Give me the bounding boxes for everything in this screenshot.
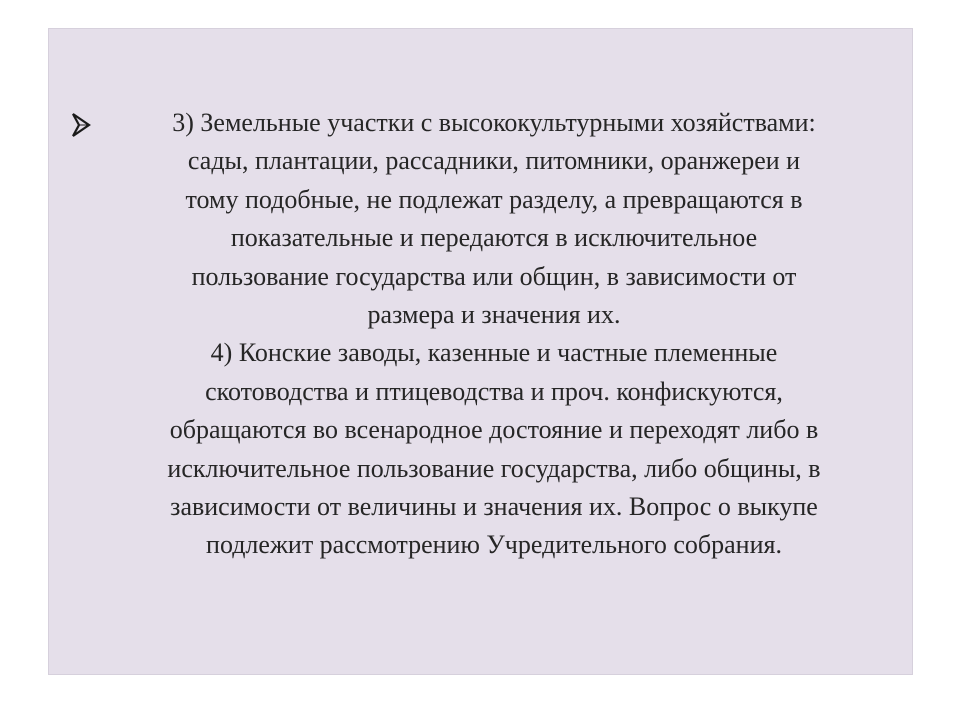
text-line: скотоводства и птицеводства и проч. конфискуются, bbox=[205, 376, 783, 406]
text-line: подлежит рассмотрению Учредительного собрания. bbox=[206, 530, 782, 560]
text-line: обращаются во всенародное достояние и переходят либо в bbox=[169, 415, 819, 445]
text-line: 4) Конские заводы, казенные и частные племенные bbox=[210, 338, 778, 368]
text-line: размера и значения их. bbox=[367, 300, 621, 330]
slide-body-text bbox=[88, 104, 900, 565]
text-line: зависимости от величины и значения их. Вопрос о выкупе bbox=[170, 492, 818, 522]
text-line: тому подобные, не подлежат разделу, а превращаются в bbox=[185, 184, 803, 214]
text-line: пользование государства или общин, в зависимости от bbox=[191, 261, 797, 291]
text-line: показательные и передаются в исключительное bbox=[230, 223, 758, 253]
text-line: сады, плантации, рассадники, питомники, оранжереи и bbox=[187, 146, 801, 176]
text-line: 3) Земельные участки с высококультурными хозяйствами: bbox=[172, 108, 816, 137]
text-line: исключительное пользование государства, либо общины, в bbox=[167, 453, 821, 483]
